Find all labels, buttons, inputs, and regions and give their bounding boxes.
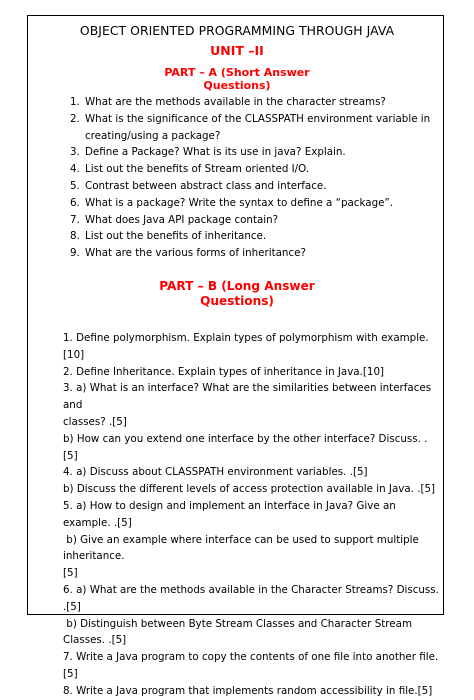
part-b-line: 7. Write a Java program to copy the contents of one file into another file.[5] (63, 651, 439, 680)
question-text: What is the significance of the CLASSPATH environment variable in (85, 112, 431, 125)
part-a-question (70, 144, 440, 161)
part-a-heading-line2: Questions) (203, 79, 271, 92)
question-text: List out the benefits of Stream oriented I/O. (85, 163, 310, 176)
question-text: Define a Package? What is its use in java? Explain. (85, 146, 346, 159)
question-number: 1. (70, 96, 80, 108)
question-number: 8. (70, 230, 80, 243)
question-number: 2. (70, 112, 80, 125)
question-text: What are the various forms of inheritance? (85, 247, 306, 260)
question-text: What are the methods available in the character streams? (85, 96, 386, 108)
part-b-heading-line1: PART – B (Long Answer (159, 279, 315, 293)
part-a-question (70, 111, 440, 128)
part-a-question (70, 178, 440, 195)
part-b-heading (0, 279, 474, 308)
question-number: 5. (70, 179, 80, 192)
part-a-question (70, 128, 440, 145)
part-a-question-list (70, 94, 440, 262)
question-text: Contrast between abstract class and interface. (85, 179, 327, 192)
question-text: List out the benefits of inheritance. (85, 230, 267, 243)
part-b-line: 8. Write a Java program that implements random accessibility in file.[5] (63, 684, 433, 697)
document-title: OBJECT ORIENTED PROGRAMMING THROUGH JAVA (79, 23, 395, 38)
part-b-line: 1. Define polymorphism. Explain types of polymorphism with example.[10] (63, 332, 429, 361)
part-a-heading-line1: PART – A (Short Answer (164, 66, 310, 79)
unit-heading: UNIT –II (210, 43, 264, 58)
question-number: 3. (70, 146, 80, 159)
question-text: creating/using a package? (85, 129, 221, 142)
part-a-question (70, 212, 440, 229)
question-number: 7. (70, 213, 80, 226)
part-b-line: 4. a) Discuss about CLASSPATH environment variables. .[5] (63, 466, 368, 479)
part-b-line: 5. a) How to design and implement an interface in Java? Give an example. .[5] (63, 499, 400, 529)
part-a-heading (0, 66, 474, 92)
part-a-question (70, 94, 440, 111)
part-b-line: b) Distinguish between Byte Stream Classes and Character Stream Classes. .[5] (63, 617, 416, 647)
part-b-line: 2. Define Inheritance. Explain types of inheritance in Java.[10] (63, 365, 385, 378)
part-a-question (70, 161, 440, 178)
question-number (70, 128, 85, 145)
part-a-question (70, 245, 440, 262)
part-a-question (70, 228, 440, 245)
part-b-line: classes? .[5] (63, 415, 127, 428)
question-number: 9. (70, 247, 80, 260)
question-number: 6. (70, 196, 80, 209)
part-b-line: b) Give an example where interface can be used to support multiple inheritance. (63, 533, 423, 563)
part-b-line: b) Discuss the different levels of access protection available in Java. .[5] (63, 483, 436, 496)
part-b-heading-line2: Questions) (200, 293, 274, 308)
part-b-question-list (63, 330, 441, 700)
question-number: 4. (70, 163, 80, 176)
part-b-line: b) How can you extend one interface by the other interface? Discuss. .[5] (63, 432, 428, 462)
part-a-question (70, 195, 440, 212)
part-b-line: [5] (63, 567, 78, 580)
part-b-line: 6. a) What are the methods available in the Character Streams? Discuss. .[5] (63, 583, 443, 613)
part-b-line: 3. a) What is an interface? What are the similarities between interfaces and (63, 382, 435, 412)
question-text: What does Java API package contain? (85, 213, 279, 226)
question-text: What is a package? Write the syntax to define a “package”. (85, 196, 394, 209)
